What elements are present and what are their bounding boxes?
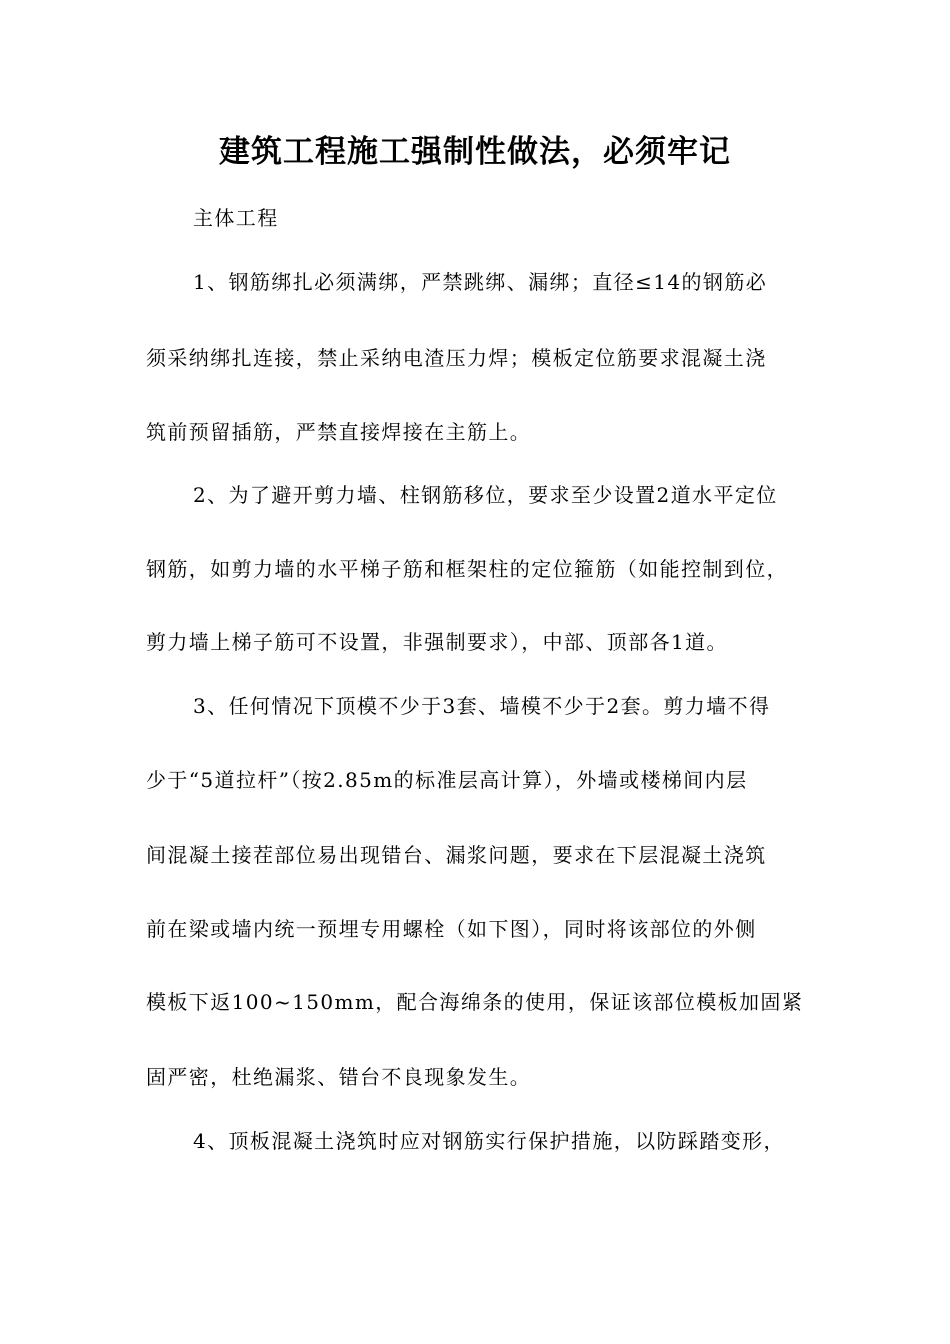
paragraph-line: 3、任何情况下顶模不少于3套、墙模不少于2套。剪力墙不得 <box>193 694 771 718</box>
paragraph-line: 1、钢筋绑扎必须满绑，严禁跳绑、漏绑；直径≤14的钢筋必 <box>193 270 768 294</box>
paragraph-line: 间混凝土接茬部位易出现错台、漏浆问题，要求在下层混凝土浇筑 <box>146 843 767 867</box>
paragraph-line: 4、顶板混凝土浇筑时应对钢筋实行保护措施，以防踩踏变形， <box>193 1129 785 1153</box>
paragraph-line: 固严密，杜绝漏浆、错台不良现象发生。 <box>146 1065 532 1089</box>
paragraph-line: 模板下返100~150mm，配合海绵条的使用，保证该部位模板加固紧 <box>146 990 804 1014</box>
document-title: 建筑工程施工强制性做法，必须牢记 <box>219 134 731 170</box>
paragraph-line: 前在梁或墙内统一预埋专用螺栓（如下图），同时将该部位的外侧 <box>146 917 757 941</box>
paragraph-line: 剪力墙上梯子筋可不设置，非强制要求），中部、顶部各1道。 <box>146 630 728 654</box>
paragraph-line: 2、为了避开剪力墙、柱钢筋移位，要求至少设置2道水平定位 <box>193 483 778 507</box>
section-heading: 主体工程 <box>193 206 279 230</box>
paragraph-line: 少于“5道拉杆”（按2.85m的标准层高计算），外墙或楼梯间内层 <box>146 768 748 792</box>
paragraph-line: 筑前预留插筋，严禁直接焊接在主筋上。 <box>146 420 532 444</box>
paragraph-line: 钢筋，如剪力墙的水平梯子筋和框架柱的定位箍筋（如能控制到位， <box>146 557 788 581</box>
paragraph-line: 须采纳绑扎连接，禁止采纳电渣压力焊；模板定位筋要求混凝土浇 <box>146 346 767 370</box>
